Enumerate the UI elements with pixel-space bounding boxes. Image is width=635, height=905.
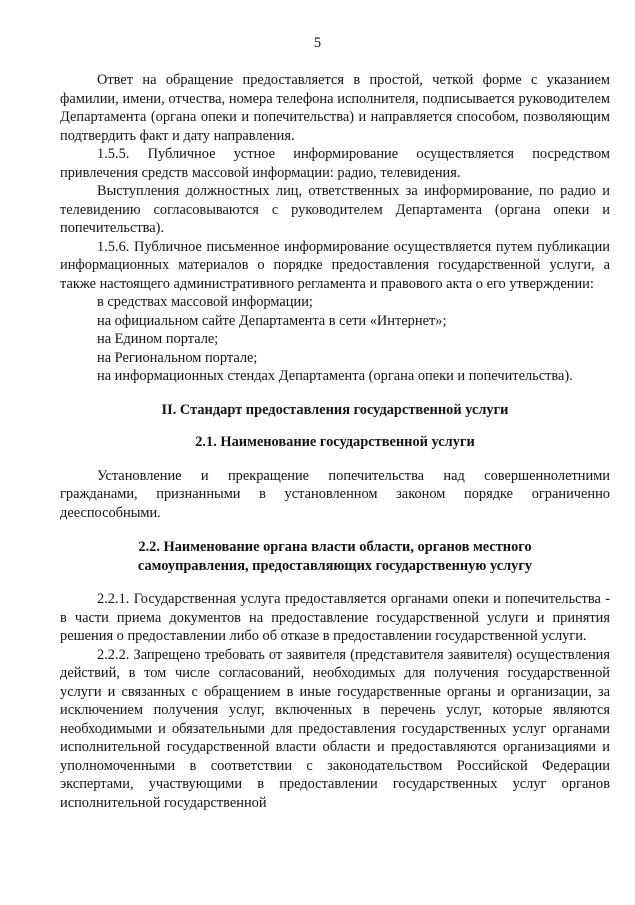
- subsection-heading-2-1: 2.1. Наименование государственной услуги: [195, 434, 475, 450]
- page-number: 5: [313, 35, 322, 51]
- paragraph-service-name: Установление и прекращение попечительства над совершеннолетними гражданами, признанными в установленном законом порядке ограниченно дееспособными.: [60, 467, 610, 521]
- paragraph-speeches: Выступления должностных лиц, ответственных за информирование, по радио и телевидению согласовываются с руководителем Департамента (органа опеки и попечительства).: [60, 183, 610, 236]
- paragraph-2-2-1: 2.2.1. Государственная услуга предоставляется органами опеки и попечительства - в части приема документов на предоставление государственной услуги и принятия решения о предоставлении либо об отказе в предоставлении государственной услуги.: [60, 591, 610, 644]
- list-item: на Региональном портале;: [97, 349, 258, 366]
- subsection-heading-line: 2.2. Наименование органа власти области, органов местного: [138, 539, 532, 555]
- list-item: в средствах массовой информации;: [97, 294, 313, 310]
- section-heading: II. Стандарт предоставления государственной услуги: [161, 401, 509, 418]
- document-body: [60, 71, 610, 812]
- paragraph-response-form: Ответ на обращение предоставляется в простой, четкой форме с указанием фамилии, имени, отчества, номера телефона исполнителя, подписывается руководителем Департамента (органа опеки и попечительства) и направляется способом, позволяющим подтвердить факт и дату направления.: [60, 72, 610, 144]
- paragraph-1-5-6: 1.5.6. Публичное письменное информирование осуществляется путем публикации информационных материалов о порядке предоставления государственной услуги, а также настоящего административного регламента и правового акта о его утверждении:: [60, 238, 610, 292]
- paragraph-1-5-5: 1.5.5. Публичное устное информирование осуществляется посредством привлечения средств массовой информации: радио, телевидения.: [60, 146, 610, 181]
- paragraph-2-2-2: 2.2.2. Запрещено требовать от заявителя (представителя заявителя) осуществления действий, в том числе согласований, необходимых для получения государственной услуги и связанных с обращением в иные государственные органы и организации, за исключением получения услуг, включенных в перечень услуг, которые являются необходимыми и обязательными для предоставления государственных услуг органами исполнительной государственной власти области и предоставляются организациями и уполномоченными в соответствии с законодательством Российской Федерации экспертами, участвующими в предоставлении государственных услуг органов исполнительной государственной: [60, 646, 610, 811]
- list-item: на официальном сайте Департамента в сети «Интернет»;: [97, 312, 447, 329]
- list-item: на информационных стендах Департамента (органа опеки и попечительства).: [97, 368, 573, 384]
- subsection-heading-2-2: [60, 538, 610, 575]
- subsection-heading-line: самоуправления, предоставляющих государственную услугу: [137, 557, 533, 574]
- publication-list: [60, 293, 610, 386]
- list-item: на Едином портале;: [97, 331, 219, 347]
